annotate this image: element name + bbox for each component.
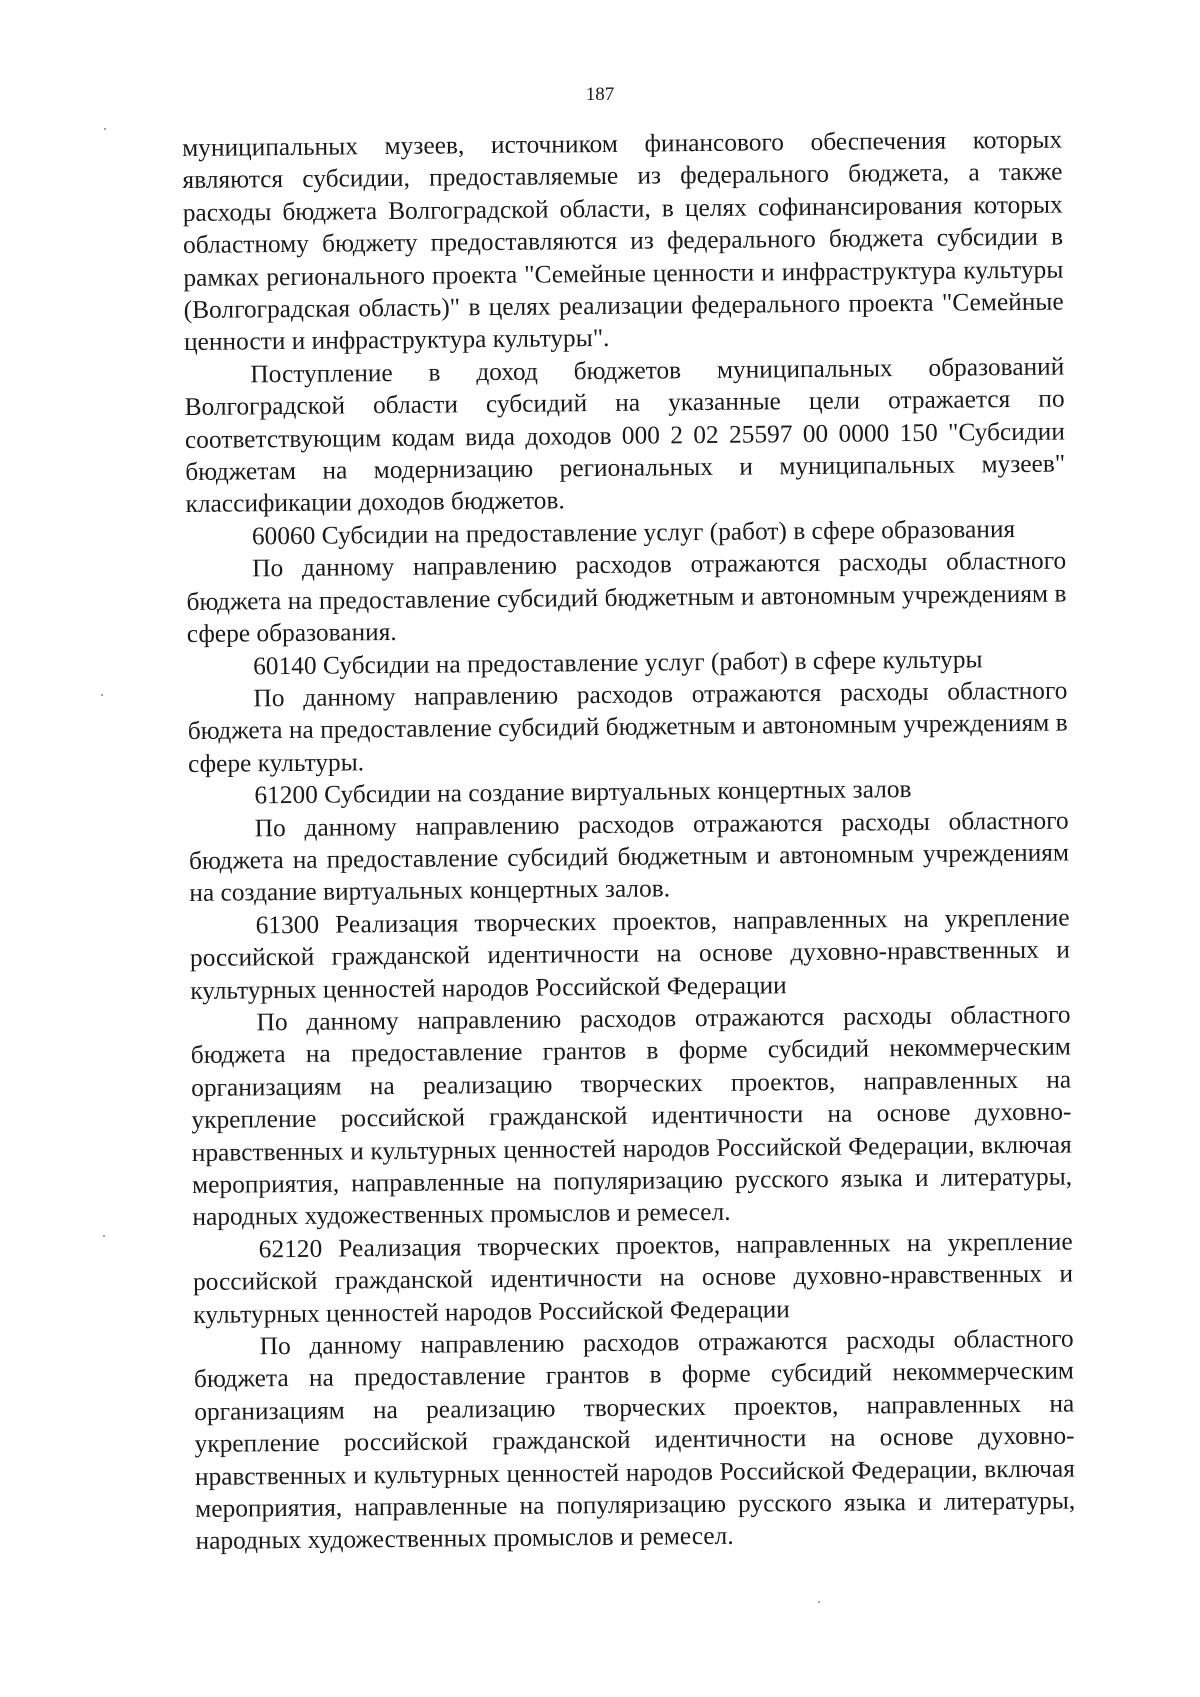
- paragraph-income-receipt: Поступление в доход бюджетов муниципальных образований Волгоградской области субсидий на указанные цели отражается по соответствующим кодам вида доходов 000 2 02 25597 00 0000 150 "Субсидии бюджетам на модернизацию региональных и муниципальных музеев" классификации доходов бюджетов.: [184, 352, 1066, 519]
- heading-62120: 62120 Реализация творческих проектов, направленных на укрепление российской гражданской идентичности на основе духовно-нравственных и культурных ценностей народов Российской Федерации: [192, 1227, 1074, 1329]
- document-body: [182, 124, 1076, 1558]
- scan-speck: [101, 694, 103, 696]
- scan-speck: [818, 1601, 820, 1603]
- paragraph-60060: По данному направлению расходов отражаются расходы областного бюджета на предоставление субсидий бюджетным и автономным учреждениям в сфере образования.: [186, 546, 1067, 649]
- heading-61200: 61200 Субсидии на создание виртуальных концертных залов: [254, 775, 912, 810]
- scan-speck: [103, 1235, 105, 1237]
- paragraph-61200: По данному направлению расходов отражаются расходы областного бюджета на предоставление субсидий бюджетным и автономным учреждениям на создание виртуальных концертных залов.: [188, 806, 1070, 908]
- paragraph-continuation: муниципальных музеев, источником финансового обеспечения которых являются субсидии, предоставляемые из федерального бюджета, а также расходы бюджета Волгоградской области, в целях софинансирования которых областному бюджету предоставляются из федерального бюджета субсидии в рамках регионального проекта "Семейные ценности и инфраструктура культуры (Волгоградская область)" в целях реализации федерального проекта "Семейные ценности и инфраструктура культуры".: [182, 125, 1064, 357]
- paragraph-61300: По данному направлению расходов отражаются расходы областного бюджета на предоставление грантов в форме субсидий некоммерческим организациям на реализацию творческих проектов, направленных на укрепление российской гражданской идентичности на основе духовно-нравственных и культурных ценностей народов Российской Федерации, включая мероприятия, направленные на популяризацию русского языка и литературы, народных художественных промыслов и ремесел.: [190, 1000, 1073, 1232]
- page-number: 187: [585, 84, 615, 105]
- heading-60060: 60060 Субсидии на предоставление услуг (работ) в сфере образования: [251, 514, 1016, 551]
- paragraph-62120: По данному направлению расходов отражаются расходы областного бюджета на предоставление грантов в форме субсидий некоммерческим организациям на реализацию творческих проектов, направленных на укрепление российской гражданской идентичности на основе духовно-нравственных и культурных ценностей народов Российской Федерации, включая мероприятия, направленные на популяризацию русского языка и литературы, народных художественных промыслов и ремесел.: [193, 1324, 1076, 1556]
- paragraph-60140: По данному направлению расходов отражаются расходы областного бюджета на предоставление субсидий бюджетным и автономным учреждениям в сфере культуры.: [187, 676, 1068, 778]
- heading-61300: 61300 Реализация творческих проектов, направленных на укрепление российской гражданской идентичности на основе духовно-нравственных и культурных ценностей народов Российской Федерации: [189, 903, 1071, 1005]
- scan-speck: [104, 128, 106, 130]
- heading-60140: 60140 Субсидии на предоставление услуг (работ) в сфере культуры: [252, 644, 983, 680]
